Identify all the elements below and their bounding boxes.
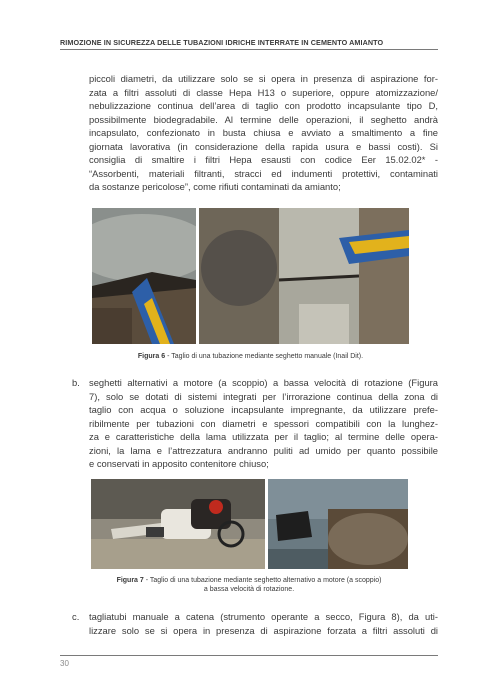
footer-rule — [60, 655, 438, 656]
paragraph-c — [89, 610, 438, 637]
text-line: za e caratteristiche della lama utilizzata per il taglio; al termine delle opera- — [89, 431, 438, 443]
figure-7-photo-right — [268, 479, 408, 569]
text-line: zioni, la lama e l’attrezzatura andranno puliti ad umido per quanto possibile — [89, 444, 438, 456]
figure-7-photo-left — [91, 479, 265, 569]
text-line: tagliatubi manuale a catena (strumento operante a secco, Figura 8), da uti- — [89, 611, 438, 622]
figure-6-caption — [92, 353, 409, 360]
figure-7-caption — [60, 576, 438, 594]
text-line: incapsulato, confezionato in busta chiusa e avviato a smaltimento a fine — [89, 127, 438, 139]
figure-label: Figura 6 — [137, 353, 166, 360]
text-line: piccoli diametri, da utilizzare solo se si opera in presenza di aspirazione for- — [89, 73, 438, 84]
page-number: 30 — [60, 659, 69, 668]
list-marker: b. — [72, 377, 80, 388]
text-line: zata a filtri assoluti di classe Hepa H13 o superiore, oppure atomizzazione/ — [89, 86, 438, 98]
caption-text: - Taglio di una tubazione mediante seghetto alternativo a motore (a scoppio) — [143, 577, 382, 584]
text-line: seghetti alternativi a motore (a scoppio) a bassa velocità di rotazione (Figura — [89, 377, 438, 388]
paragraph-a — [89, 72, 438, 194]
text-line: possibilmente biodegradabile. Al termine delle operazioni, il seghetto andrà — [89, 113, 438, 125]
text-line: giornata lavorativa (in considerazione della rapida usura e bassi costi). Si — [89, 140, 438, 152]
text-line: consiglia di smaltire i filtri Hepa esausti con codice Eer 15.02.02* - — [89, 154, 438, 166]
text-line: “Assorbenti, materiali filtranti, stracci ed indumenti protettivi, contaminati — [89, 167, 438, 179]
figure-6-photo-left — [92, 208, 196, 344]
caption-text: - Taglio di una tubazione mediante seghetto manuale (Inail Dit). — [165, 353, 364, 360]
list-marker: c. — [72, 611, 80, 622]
caption-line — [60, 576, 438, 585]
text-line: 7), solo se dotati di sistemi integrati per l’irrorazione continua della zona di — [89, 390, 438, 402]
text-line: lizzare solo se si opera in presenza di aspirazione forzata a filtri assoluti di — [89, 624, 438, 636]
text-line: taglio con acqua o soluzione incapsulante impregnante, da utilizzare prefe- — [89, 404, 438, 416]
paragraph-b — [89, 376, 438, 471]
text-line: ribilmente per tubazioni con diametri e spessori compatibili con la lunghez- — [89, 417, 438, 429]
figure-6-photo-right — [199, 208, 409, 344]
header-rule — [60, 49, 438, 50]
text-line: e conservati in apposito contenitore chiuso; — [89, 458, 269, 470]
running-header: RIMOZIONE IN SICUREZZA DELLE TUBAZIONI IDRICHE INTERRATE IN CEMENTO AMIANTO — [60, 38, 384, 47]
text-line: da sostanze pericolose”, come rifiuti contaminati da amianto; — [89, 181, 341, 193]
text-line: nebulizzazione continua dell’area di taglio con prodotto incapsulante tipo D, — [89, 100, 438, 112]
figure-label: Figura 7 — [116, 577, 144, 584]
caption-line: a bassa velocità di rotazione. — [203, 586, 295, 593]
